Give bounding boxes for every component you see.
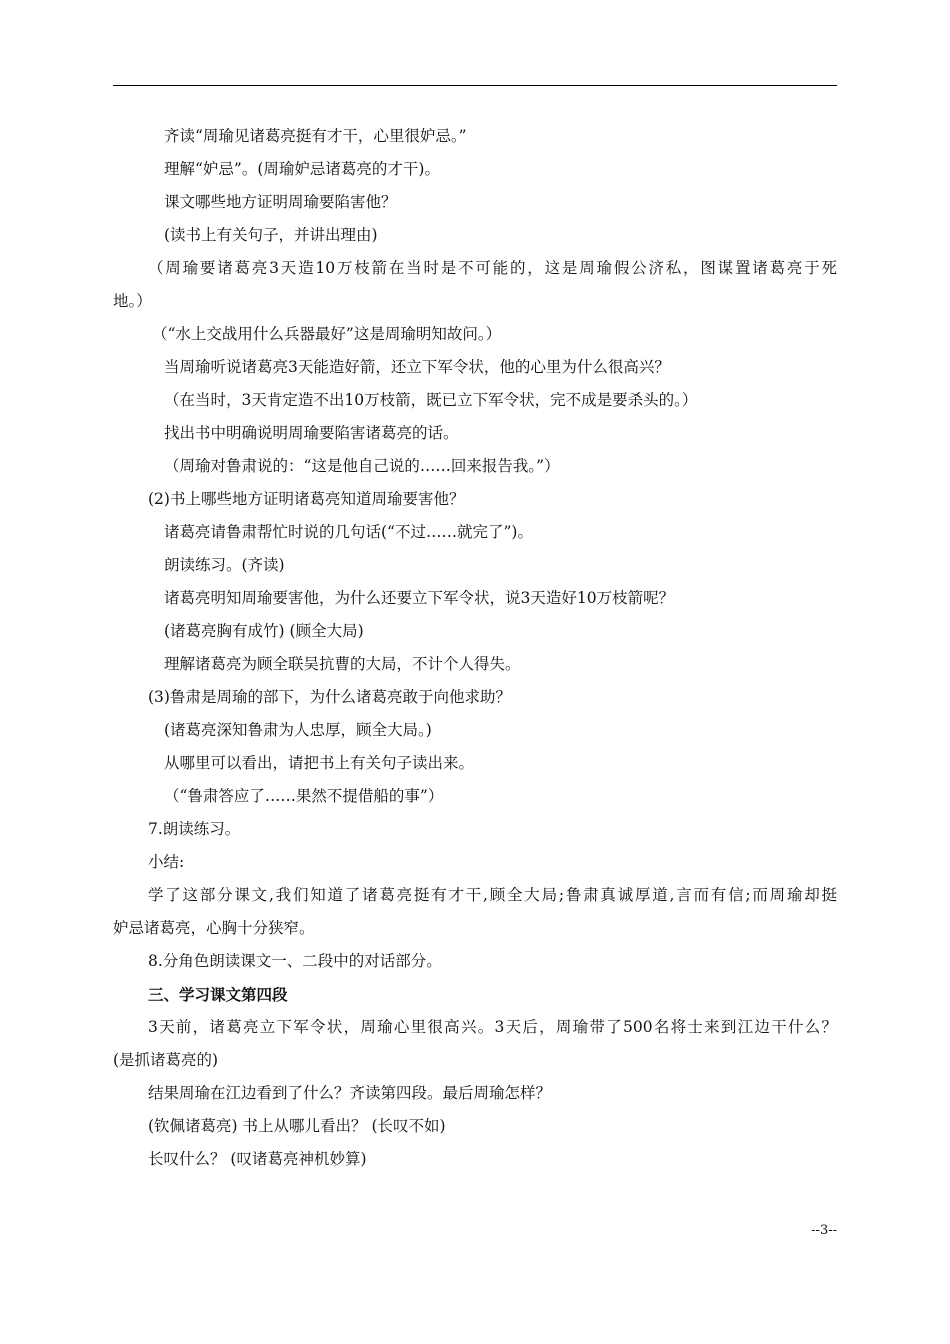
paragraph-line: （“鲁肃答应了……果然不提借船的事”）: [164, 787, 444, 805]
paragraph-line: 理解“妒忌”。(周瑜妒忌诸葛亮的才干)。: [164, 160, 440, 178]
paragraph-line: 8.分角色朗读课文一、二段中的对话部分。: [148, 952, 442, 970]
paragraph-line: 长叹什么？ (叹诸葛亮神机妙算): [148, 1150, 367, 1168]
paragraph-line: (读书上有关句子，并讲出理由): [164, 226, 378, 244]
paragraph-line: 课文哪些地方证明周瑜要陷害他？: [164, 193, 397, 211]
paragraph-line: 妒忌诸葛亮，心胸十分狭窄。: [113, 919, 315, 937]
paragraph-line: 当周瑜听说诸葛亮3天能造好箭，还立下军令状，他的心里为什么很高兴？: [164, 358, 670, 376]
section-heading: 三、学习课文第四段: [148, 985, 288, 1004]
document-body: [113, 120, 837, 1176]
paragraph-line: （“水上交战用什么兵器最好”这是周瑜明知故问。）: [152, 325, 502, 343]
paragraph-line: (诸葛亮胸有成竹) (顾全大局): [164, 622, 364, 640]
paragraph-line: （周瑜对鲁肃说的：“这是他自己说的……回来报告我。”）: [164, 457, 560, 475]
paragraph-line: 3天前，诸葛亮立下军令状，周瑜心里很高兴。3天后，周瑜带了500名将士来到江边干什么？: [148, 1018, 837, 1036]
paragraph-line: (钦佩诸葛亮) 书上从哪儿看出？ (长叹不如): [148, 1117, 446, 1135]
paragraph-line: 小结:: [148, 853, 185, 871]
paragraph-line: （在当时，3天肯定造不出10万枝箭，既已立下军令状，完不成是要杀头的。）: [164, 391, 698, 409]
header-rule: [113, 85, 837, 86]
paragraph-line: (诸葛亮深知鲁肃为人忠厚，顾全大局。): [164, 721, 432, 739]
paragraph-line: (3)鲁肃是周瑜的部下，为什么诸葛亮敢于向他求助？: [148, 688, 511, 706]
paragraph-line: (是抓诸葛亮的): [113, 1051, 219, 1069]
paragraph-line: 诸葛亮请鲁肃帮忙时说的几句话(“不过……就完了”)。: [164, 523, 533, 541]
page-number: --3--: [811, 1223, 837, 1238]
paragraph-line: 齐读“周瑜见诸葛亮挺有才干，心里很妒忌。”: [164, 127, 467, 145]
paragraph-line: （周瑜要诸葛亮3天造10万枝箭在当时是不可能的，这是周瑜假公济私，图谋置诸葛亮于死: [148, 259, 837, 277]
paragraph-line: 理解诸葛亮为顾全联吴抗曹的大局，不计个人得失。: [164, 655, 521, 673]
paragraph-line: 从哪里可以看出，请把书上有关句子读出来。: [164, 754, 475, 772]
paragraph-line: 地。）: [113, 292, 152, 310]
paragraph-line: 学了这部分课文,我们知道了诸葛亮挺有才干,顾全大局;鲁肃真诚厚道,言而有信;而周瑜却挺: [148, 886, 837, 904]
paragraph-line: 7.朗读练习。: [148, 820, 241, 838]
paragraph-line: 找出书中明确说明周瑜要陷害诸葛亮的话。: [164, 424, 459, 442]
paragraph-line: 结果周瑜在江边看到了什么？齐读第四段。最后周瑜怎样？: [148, 1084, 552, 1102]
paragraph-line: 诸葛亮明知周瑜要害他，为什么还要立下军令状，说3天造好10万枝箭呢？: [164, 589, 675, 607]
paragraph-line: 朗读练习。(齐读): [164, 556, 285, 574]
paragraph-line: (2)书上哪些地方证明诸葛亮知道周瑜要害他？: [148, 490, 465, 508]
